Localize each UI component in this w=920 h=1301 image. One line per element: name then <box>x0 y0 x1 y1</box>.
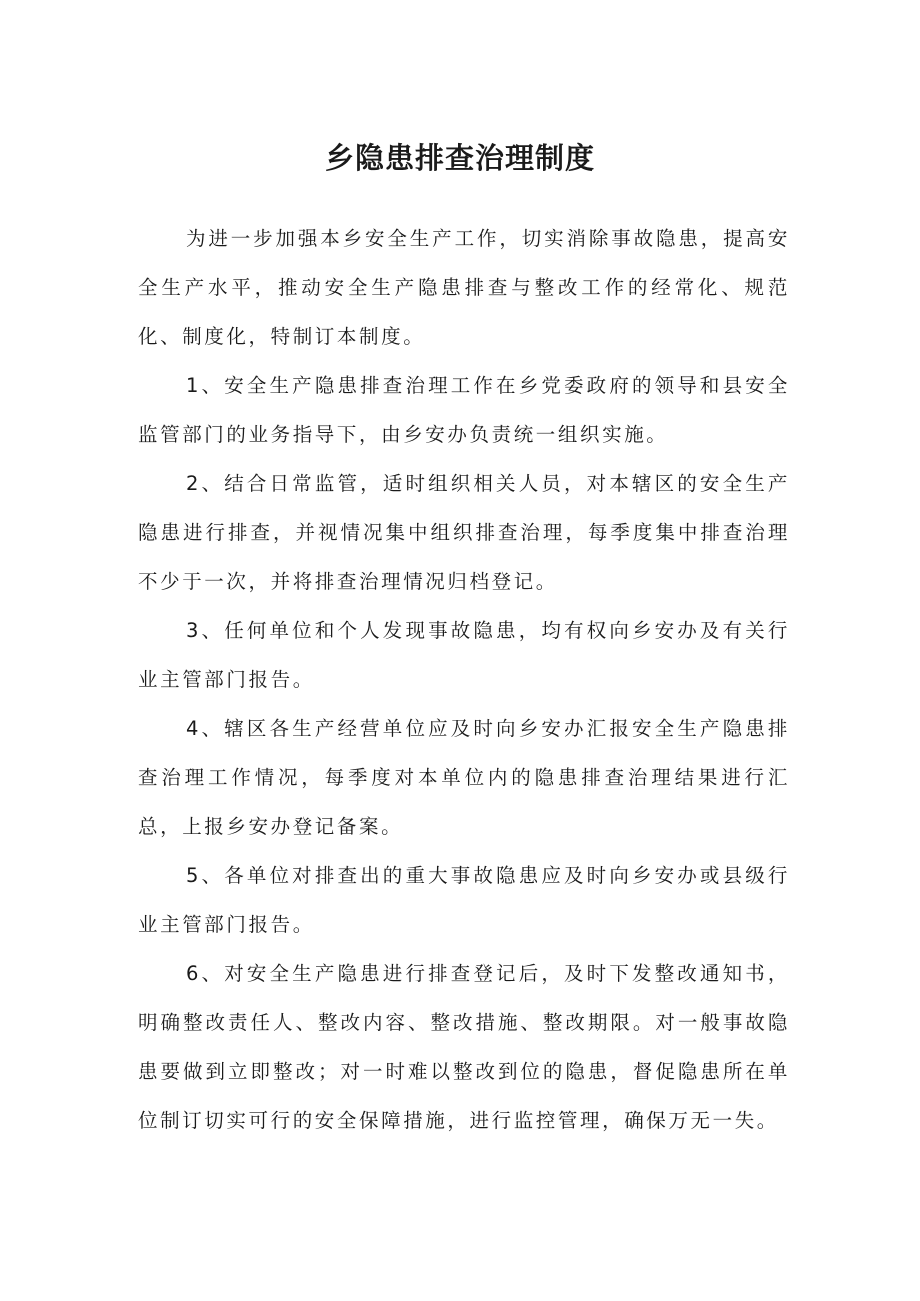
document-title: 乡隐患排查治理制度 <box>324 141 595 175</box>
paragraph-item-3: 3、任何单位和个人发现事故隐患，均有权向乡安办及有关行业主管部门报告。 <box>138 619 790 691</box>
paragraph-item-2: 2、结合日常监管，适时组织相关人员，对本辖区的安全生产隐患进行排查，并视情况集中组织排查治理，每季度集中排查治理不少于一次，并将排查治理情况归档登记。 <box>138 472 790 593</box>
paragraph-intro: 为进一步加强本乡安全生产工作，切实消除事故隐患，提高安全生产水平，推动安全生产隐患排查与整改工作的经常化、规范化、制度化，特制订本制度。 <box>138 227 790 348</box>
document-body <box>138 214 790 1145</box>
paragraph-item-5: 5、各单位对排查出的重大事故隐患应及时向乡安办或县级行业主管部门报告。 <box>138 864 790 936</box>
paragraph-item-4: 4、辖区各生产经营单位应及时向乡安办汇报安全生产隐患排查治理工作情况，每季度对本单位内的隐患排查治理结果进行汇总，上报乡安办登记备案。 <box>138 717 790 838</box>
paragraph-item-1: 1、安全生产隐患排查治理工作在乡党委政府的领导和县安全监管部门的业务指导下，由乡安办负责统一组织实施。 <box>138 374 790 446</box>
paragraph-item-6: 6、对安全生产隐患进行排查登记后，及时下发整改通知书，明确整改责任人、整改内容、整改措施、整改期限。对一般事故隐患要做到立即整改；对一时难以整改到位的隐患，督促隐患所在单位制订切实可行的安全保障措施，进行监控管理，确保万无一失。 <box>138 962 790 1132</box>
